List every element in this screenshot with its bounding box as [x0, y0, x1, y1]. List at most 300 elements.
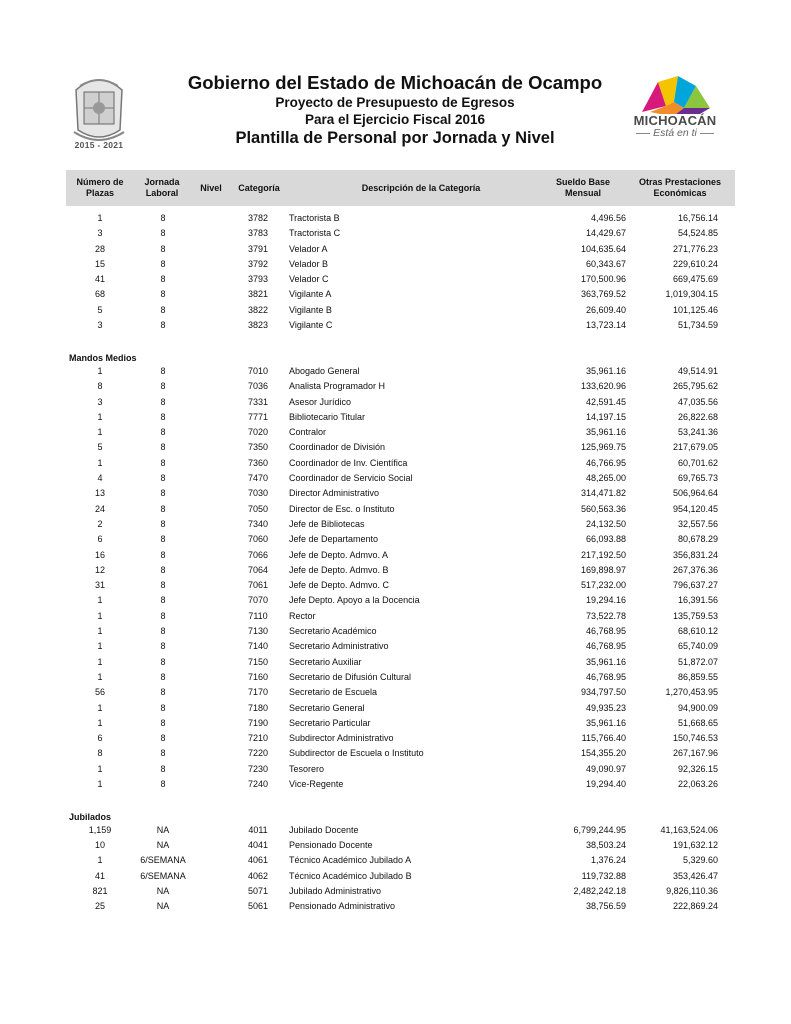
cell-descripcion: Director Administrativo	[289, 488, 380, 499]
cell-jornada: 8	[160, 564, 166, 575]
table-row	[0, 533, 791, 548]
cell-descripcion: Secretario de Difusión Cultural	[289, 671, 412, 682]
cell-jornada: 8	[160, 518, 166, 529]
cell-descripcion: Jefe de Bibliotecas	[289, 518, 365, 529]
cell-descripcion: Pensionado Administrativo	[289, 901, 396, 912]
cell-categoria: 7110	[248, 610, 268, 621]
cell-otras: 669,475.69	[672, 274, 718, 285]
cell-sueldo: 4,496.56	[590, 213, 626, 223]
cell-descripcion: Secretario General	[289, 702, 365, 713]
table-row	[0, 365, 791, 380]
table-row	[0, 839, 791, 854]
cell-categoria: 7470	[247, 473, 269, 484]
cell-plazas: 6	[97, 733, 103, 744]
cell-sueldo: 26,609.40	[585, 304, 626, 315]
cell-plazas: 25	[94, 901, 105, 912]
table-row	[0, 396, 791, 411]
cell-plazas: 1	[97, 457, 103, 468]
cell-plazas: 5	[97, 442, 103, 453]
cell-descripcion: Vigilante A	[289, 289, 332, 300]
cell-plazas: 821	[92, 886, 108, 897]
cell-plazas: 6	[97, 534, 103, 545]
cell-descripcion: Jefe de Depto. Admvo. A	[289, 549, 389, 560]
cell-otras: 150,746.53	[672, 733, 718, 744]
cell-jornada: 8	[160, 243, 166, 254]
cell-categoria: 7360	[247, 457, 269, 468]
table-row	[0, 273, 791, 288]
cell-jornada: 8	[160, 748, 166, 759]
cell-otras: 94,900.09	[677, 702, 718, 713]
table-row	[0, 227, 791, 242]
cell-descripcion: Abogado General	[289, 365, 360, 376]
cell-sueldo: 133,620.96	[580, 381, 626, 392]
cell-jornada: 8	[160, 213, 166, 223]
cell-sueldo: 24,132.50	[585, 518, 626, 529]
cell-categoria: 3792	[247, 258, 269, 269]
title-block	[160, 72, 630, 149]
cell-plazas: 31	[94, 580, 105, 591]
cell-descripcion: Analista Programador H	[289, 381, 386, 392]
cell-descripcion: Jefe de Depto. Admvo. C	[289, 580, 390, 591]
cell-plazas: 1	[97, 855, 103, 866]
cell-plazas: 1	[97, 610, 103, 621]
cell-plazas: 24	[94, 503, 105, 514]
cell-sueldo: 934,797.50	[580, 687, 626, 698]
document-header	[0, 0, 791, 170]
cell-descripcion: Secretario Administrativo	[289, 641, 389, 652]
cell-sueldo: 363,769.52	[580, 289, 626, 300]
cell-categoria: 7020	[247, 427, 269, 438]
table-row	[0, 732, 791, 747]
table-row	[0, 426, 791, 441]
cell-otras: 356,831.24	[672, 549, 718, 560]
cell-plazas: 68	[94, 289, 105, 300]
cell-jornada: 8	[160, 733, 166, 744]
cell-otras: 1,270,453.95	[665, 687, 718, 698]
table-row	[0, 747, 791, 762]
cell-categoria: 3793	[247, 274, 269, 285]
cell-jornada: 8	[160, 488, 166, 499]
cell-descripcion: Asesor Jurídico	[289, 396, 352, 407]
cell-jornada: NA	[156, 824, 170, 835]
table-row	[0, 610, 791, 625]
cell-categoria: 3822	[247, 304, 269, 315]
cell-sueldo: 38,503.24	[585, 840, 626, 851]
cell-jornada: 8	[160, 580, 166, 591]
table-row	[0, 288, 791, 303]
table-row	[0, 702, 791, 717]
cell-otras: 1,019,304.15	[665, 289, 718, 300]
table-row	[0, 763, 791, 778]
cell-plazas: 56	[94, 687, 105, 698]
cell-otras: 53,241.36	[677, 427, 718, 438]
cell-otras: 47,035.56	[677, 396, 718, 407]
cell-descripcion: Bibliotecario Titular	[289, 411, 366, 422]
table-row	[0, 900, 791, 915]
table-row	[0, 319, 791, 334]
cell-descripcion: Tractorista B	[289, 213, 340, 223]
cell-otras: 51,872.07	[677, 656, 718, 667]
cell-otras: 68,610.12	[677, 626, 718, 637]
table-row	[0, 671, 791, 686]
cell-jornada: 8	[160, 289, 166, 300]
cell-otras: 954,120.45	[672, 503, 718, 514]
cell-sueldo: 6,799,244.95	[573, 824, 626, 835]
cell-sueldo: 517,232.00	[580, 580, 626, 591]
cell-jornada: 8	[160, 473, 166, 484]
cell-plazas: 1,159	[88, 824, 112, 835]
table-row	[0, 503, 791, 518]
cell-categoria: 7340	[247, 518, 269, 529]
cell-otras: 65,740.09	[677, 641, 718, 652]
cell-sueldo: 19,294.40	[585, 778, 626, 789]
cell-categoria: 3791	[247, 243, 269, 254]
cell-categoria: 3783	[247, 228, 269, 239]
document-subtitle-budget: Proyecto de Presupuesto de Egresos	[275, 95, 515, 110]
section-spacer	[0, 334, 791, 349]
cell-descripcion: Contralor	[289, 427, 327, 438]
cell-jornada: 8	[160, 687, 166, 698]
cell-descripcion: Velador A	[289, 243, 328, 254]
cell-descripcion: Jubilado Docente	[289, 824, 359, 835]
cell-jornada: 6/SEMANA	[140, 870, 186, 881]
cell-categoria: 7771	[247, 411, 269, 422]
cell-otras: 267,376.36	[672, 564, 718, 575]
cell-categoria: 7331	[247, 396, 269, 407]
cell-categoria: 3782	[247, 213, 269, 223]
cell-descripcion: Coordinador de Servicio Social	[289, 473, 413, 484]
cell-otras: 16,391.56	[677, 595, 718, 606]
cell-descripcion: Director de Esc. o Instituto	[289, 503, 395, 514]
cell-plazas: 13	[94, 488, 105, 499]
table-row	[0, 564, 791, 579]
document-subtitle-staff: Plantilla de Personal por Jornada y Nivel	[235, 129, 555, 147]
cell-sueldo: 46,768.95	[585, 626, 626, 637]
cell-descripcion: Subdirector Administrativo	[289, 733, 394, 744]
cell-jornada: 8	[160, 702, 166, 713]
table-row	[0, 579, 791, 594]
cell-plazas: 1	[97, 702, 103, 713]
cell-categoria: 7150	[247, 656, 269, 667]
column-header-categoria: Categoría	[238, 183, 280, 193]
cell-descripcion: Secretario Auxiliar	[289, 656, 362, 667]
cell-sueldo: 1,376.24	[590, 855, 626, 866]
table-row	[0, 457, 791, 472]
cell-categoria: 7170	[247, 687, 269, 698]
cell-jornada: 8	[160, 595, 166, 606]
cell-descripcion: Secretario Particular	[289, 717, 371, 728]
cell-plazas: 12	[94, 564, 105, 575]
cell-jornada: 8	[160, 626, 166, 637]
table-row	[0, 885, 791, 900]
section-heading	[0, 809, 791, 824]
cell-jornada: 8	[160, 274, 166, 285]
cell-jornada: NA	[156, 886, 170, 897]
cell-jornada: 8	[160, 396, 166, 407]
cell-descripcion: Vigilante C	[289, 320, 333, 331]
cell-otras: 353,426.47	[672, 870, 718, 881]
logo-tagline: Está en ti	[622, 127, 728, 139]
cell-plazas: 1	[97, 763, 103, 774]
table-row	[0, 640, 791, 655]
cell-categoria: 7350	[247, 442, 269, 453]
cell-plazas: 1	[97, 778, 103, 789]
cell-otras: 229,610.24	[672, 258, 718, 269]
column-header-plazas: Número de Plazas	[76, 177, 124, 198]
cell-sueldo: 60,343.67	[585, 258, 626, 269]
cell-plazas: 41	[94, 870, 105, 881]
cell-plazas: 1	[97, 365, 103, 376]
table-row	[0, 441, 791, 456]
cell-plazas: 1	[97, 411, 103, 422]
cell-plazas: 8	[97, 381, 103, 392]
cell-descripcion: Velador C	[289, 274, 329, 285]
cell-otras: 80,678.29	[677, 534, 718, 545]
cell-sueldo: 119,732.88	[581, 870, 626, 881]
cell-plazas: 3	[97, 396, 103, 407]
cell-otras: 92,326.15	[677, 763, 718, 774]
table-row	[0, 778, 791, 793]
cell-descripcion: Tractorista C	[289, 228, 341, 239]
cell-jornada: 8	[160, 304, 166, 315]
cell-otras: 69,765.73	[677, 473, 718, 484]
cell-descripcion: Pensionado Docente	[289, 840, 373, 851]
cell-sueldo: 560,563.36	[580, 503, 626, 514]
cell-plazas: 3	[97, 228, 103, 239]
cell-categoria: 7030	[247, 488, 269, 499]
cell-categoria: 7010	[247, 365, 269, 376]
cell-plazas: 15	[94, 258, 105, 269]
cell-categoria: 7220	[247, 748, 269, 759]
cell-categoria: 7160	[247, 671, 269, 682]
table-row	[0, 487, 791, 502]
cell-otras: 49,514.91	[677, 365, 718, 376]
cell-otras: 796,637.27	[672, 580, 718, 591]
cell-otras: 54,524.85	[677, 228, 718, 239]
cell-plazas: 1	[97, 213, 103, 223]
cell-sueldo: 169,898.97	[580, 564, 626, 575]
cell-plazas: 28	[94, 243, 105, 254]
cell-descripcion: Velador B	[289, 258, 329, 269]
cell-sueldo: 13,723.14	[585, 320, 626, 331]
cell-sueldo: 154,355.20	[580, 748, 626, 759]
cell-otras: 217,679.05	[672, 442, 718, 453]
cell-plazas: 4	[97, 473, 103, 484]
cell-descripcion: Técnico Académico Jubilado B	[289, 870, 412, 881]
cell-sueldo: 115,766.40	[581, 733, 626, 744]
cell-otras: 271,776.23	[672, 243, 718, 254]
seal-years: 2015 - 2021	[74, 140, 124, 150]
table-row	[0, 656, 791, 671]
cell-plazas: 5	[97, 304, 103, 315]
cell-plazas: 8	[97, 748, 103, 759]
cell-plazas: 1	[97, 671, 103, 682]
cell-sueldo: 38,756.59	[585, 901, 626, 912]
cell-plazas: 1	[97, 656, 103, 667]
cell-jornada: 8	[160, 365, 166, 376]
table-row	[0, 625, 791, 640]
cell-categoria: 7130	[247, 626, 269, 637]
cell-categoria: 7070	[247, 595, 269, 606]
cell-jornada: 8	[160, 717, 166, 728]
cell-jornada: 8	[160, 763, 166, 774]
cell-jornada: 8	[160, 503, 166, 514]
cell-sueldo: 42,591.45	[585, 396, 626, 407]
cell-jornada: 8	[160, 610, 166, 621]
cell-categoria: 7230	[247, 763, 269, 774]
table-row	[0, 686, 791, 701]
cell-descripcion: Jefe de Departamento	[289, 534, 379, 545]
cell-otras: 51,734.59	[677, 320, 718, 331]
cell-otras: 16,756.14	[677, 213, 718, 223]
cell-categoria: 3821	[247, 289, 269, 300]
cell-categoria: 7180	[247, 702, 269, 713]
cell-jornada: 8	[160, 442, 166, 453]
cell-categoria: 7061	[247, 580, 269, 591]
cell-categoria: 7064	[247, 564, 269, 575]
cell-jornada: 6/SEMANA	[140, 855, 186, 866]
table-row	[0, 258, 791, 273]
cell-sueldo: 2,482,242.18	[573, 886, 626, 897]
cell-sueldo: 35,961.16	[585, 656, 626, 667]
cell-jornada: NA	[156, 840, 170, 851]
cell-sueldo: 314,471.82	[580, 488, 626, 499]
cell-descripcion: Vigilante B	[289, 304, 332, 315]
cell-categoria: 7140	[247, 641, 269, 652]
cell-otras: 32,557.56	[677, 518, 718, 529]
cell-sueldo: 14,429.67	[585, 228, 626, 239]
cell-plazas: 3	[97, 320, 103, 331]
cell-otras: 135,759.53	[672, 610, 718, 621]
table-row	[0, 549, 791, 564]
cell-sueldo: 46,768.95	[585, 641, 626, 652]
cell-jornada: 8	[160, 320, 166, 331]
cell-sueldo: 46,766.95	[585, 457, 626, 468]
table-body	[0, 212, 791, 916]
cell-categoria: 7050	[247, 503, 269, 514]
cell-plazas: 1	[97, 595, 103, 606]
cell-categoria: 7210	[247, 733, 269, 744]
cell-jornada: 8	[160, 641, 166, 652]
cell-otras: 86,859.55	[677, 671, 718, 682]
cell-categoria: 7036	[247, 381, 269, 392]
cell-otras: 26,822.68	[677, 411, 718, 422]
column-header-nivel: Nivel	[200, 183, 222, 193]
cell-otras: 41,163,524.06	[660, 824, 718, 835]
cell-jornada: 8	[160, 671, 166, 682]
cell-categoria: 7066	[247, 549, 269, 560]
cell-plazas: 10	[94, 840, 105, 851]
column-header-jornada: Jornada Laboral	[144, 177, 180, 198]
document-title: Gobierno del Estado de Michoacán de Ocampo	[187, 72, 603, 93]
cell-jornada: 8	[160, 457, 166, 468]
column-header-sueldo: Sueldo Base Mensual	[555, 177, 611, 198]
cell-jornada: 8	[160, 258, 166, 269]
cell-otras: 506,964.64	[672, 488, 718, 499]
cell-descripcion: Secretario de Escuela	[289, 687, 378, 698]
cell-sueldo: 73,522.78	[585, 610, 626, 621]
cell-sueldo: 48,265.00	[585, 473, 626, 484]
table-row	[0, 824, 791, 839]
cell-plazas: 1	[97, 717, 103, 728]
cell-plazas: 2	[97, 518, 103, 529]
cell-plazas: 1	[97, 427, 103, 438]
table-header	[66, 170, 735, 206]
cell-jornada: 8	[160, 656, 166, 667]
cell-otras: 191,632.12	[672, 840, 718, 851]
cell-sueldo: 170,500.96	[580, 274, 626, 285]
column-header-otras: Otras Prestaciones Económicas	[638, 177, 722, 198]
table-row	[0, 518, 791, 533]
table-row	[0, 304, 791, 319]
cell-categoria: 4011	[248, 824, 268, 835]
cell-categoria: 4062	[247, 870, 269, 881]
cell-descripcion: Rector	[289, 610, 316, 621]
cell-plazas: 1	[97, 626, 103, 637]
cell-jornada: 8	[160, 411, 166, 422]
cell-categoria: 7190	[247, 717, 269, 728]
cell-plazas: 16	[94, 549, 105, 560]
cell-descripcion: Coordinador de Inv. Científica	[289, 457, 408, 468]
cell-descripcion: Jubilado Administrativo	[289, 886, 382, 897]
cell-plazas: 41	[94, 274, 105, 285]
cell-sueldo: 125,969.75	[580, 442, 626, 453]
cell-sueldo: 35,961.16	[585, 365, 626, 376]
logo-wordmark: MICHOACÁN	[633, 113, 717, 128]
table-row	[0, 717, 791, 732]
cell-sueldo: 19,294.16	[585, 595, 626, 606]
cell-sueldo: 66,093.88	[585, 534, 626, 545]
cell-descripcion: Coordinador de División	[289, 442, 386, 453]
section-heading	[0, 350, 791, 365]
cell-otras: 222,869.24	[672, 901, 718, 912]
cell-categoria: 4061	[247, 855, 269, 866]
cell-otras: 9,826,110.36	[666, 886, 718, 897]
cell-descripcion: Vice-Regente	[289, 778, 344, 789]
cell-jornada: 8	[160, 549, 166, 560]
column-header-descripcion: Descripción de la Categoría	[361, 183, 481, 193]
cell-sueldo: 35,961.16	[585, 717, 626, 728]
section-title: Mandos Medios	[69, 352, 137, 363]
cell-otras: 265,795.62	[672, 381, 718, 392]
cell-sueldo: 35,961.16	[585, 427, 626, 438]
cell-jornada: 8	[160, 534, 166, 545]
cell-otras: 5,329.60	[682, 855, 718, 866]
cell-plazas: 1	[97, 641, 103, 652]
cell-jornada: 8	[160, 427, 166, 438]
table-row	[0, 380, 791, 395]
cell-descripcion: Técnico Académico Jubilado A	[289, 855, 412, 866]
cell-otras: 22,063.26	[677, 778, 718, 789]
cell-otras: 267,167.96	[672, 748, 718, 759]
cell-categoria: 5071	[247, 886, 269, 897]
cell-jornada: 8	[160, 381, 166, 392]
table-row	[0, 870, 791, 885]
cell-otras: 101,125.46	[672, 304, 718, 315]
table-row	[0, 212, 791, 227]
cell-jornada: NA	[156, 901, 170, 912]
cell-categoria: 4041	[247, 840, 269, 851]
table-row	[0, 854, 791, 869]
cell-descripcion: Secretario Académico	[289, 626, 377, 637]
cell-sueldo: 49,935.23	[585, 702, 626, 713]
cell-otras: 51,668.65	[677, 717, 718, 728]
cell-sueldo: 46,768.95	[585, 671, 626, 682]
table-row	[0, 472, 791, 487]
cell-jornada: 8	[160, 228, 166, 239]
cell-sueldo: 217,192.50	[580, 549, 626, 560]
cell-sueldo: 104,635.64	[580, 243, 626, 254]
